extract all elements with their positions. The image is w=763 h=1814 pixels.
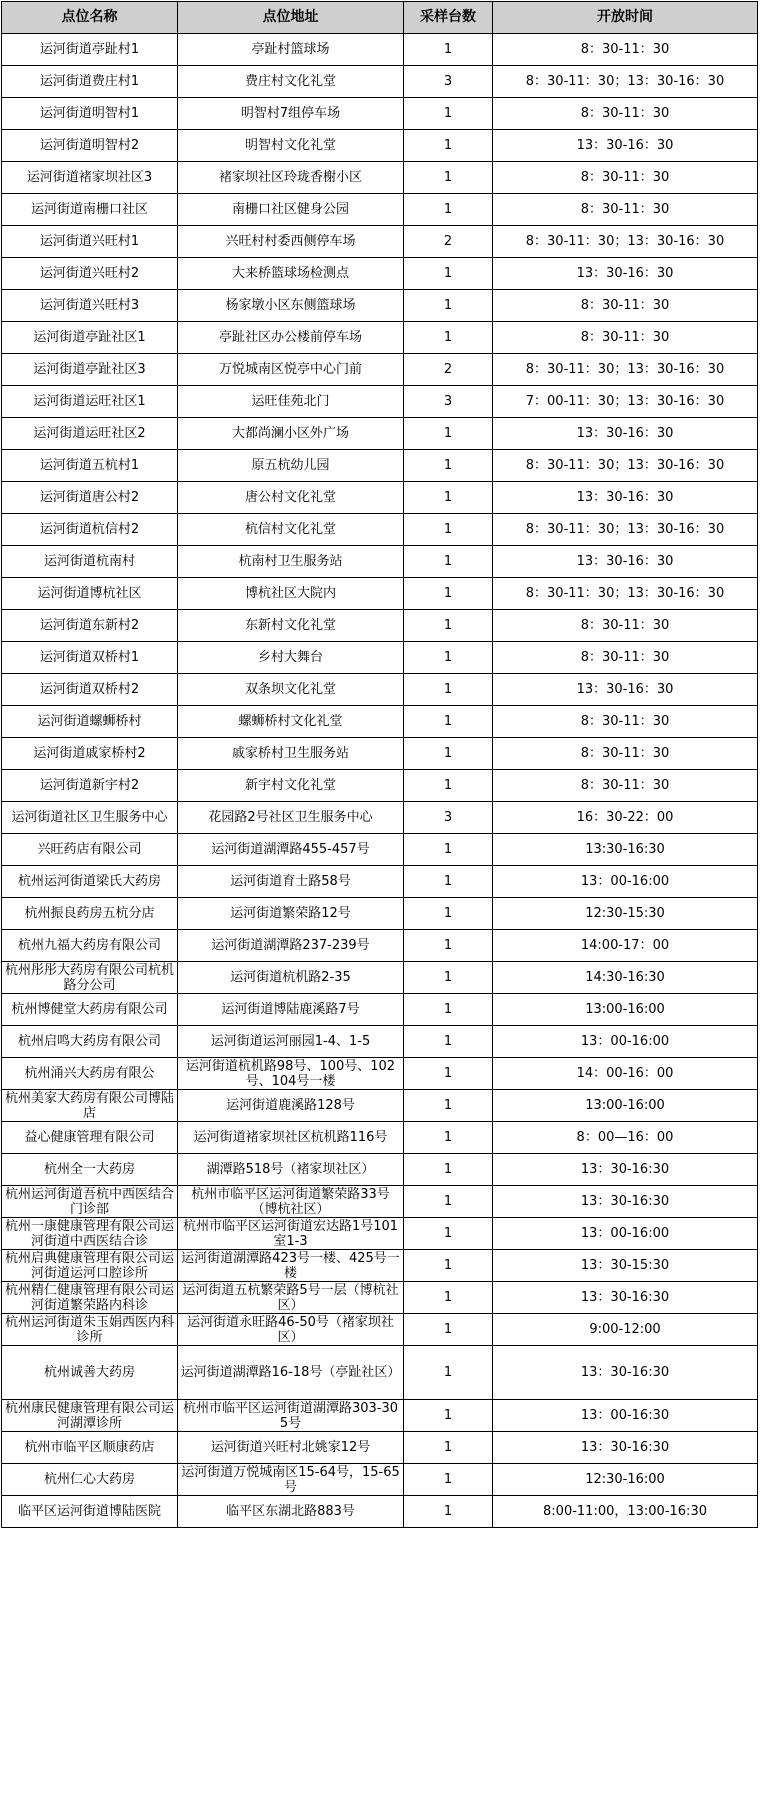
table-row bbox=[2, 1218, 758, 1250]
site-name-cell: 运河街道兴旺村3 bbox=[2, 290, 178, 322]
site-address-cell: 明智村7组停车场 bbox=[178, 98, 404, 130]
opening-hours-cell: 16：30-22：00 bbox=[493, 802, 758, 834]
opening-hours-cell: 8：30-11：30；13：30-16：30 bbox=[493, 354, 758, 386]
table-row bbox=[2, 994, 758, 1026]
site-address-cell: 运河街道博陆鹿溪路7号 bbox=[178, 994, 404, 1026]
opening-hours-cell: 8：30-11：30；13：30-16：30 bbox=[493, 450, 758, 482]
table-row bbox=[2, 418, 758, 450]
site-name-cell: 运河街道明智村2 bbox=[2, 130, 178, 162]
opening-hours-cell: 13：00-16:00 bbox=[493, 1026, 758, 1058]
opening-hours-cell: 14:30-16:30 bbox=[493, 962, 758, 994]
sampling-sites-table bbox=[1, 1, 758, 1528]
site-name-cell: 益心健康管理有限公司 bbox=[2, 1122, 178, 1154]
site-name-cell: 临平区运河街道博陆医院 bbox=[2, 1496, 178, 1528]
site-address-cell: 大都尚澜小区外广场 bbox=[178, 418, 404, 450]
site-name-cell: 杭州仁心大药房 bbox=[2, 1464, 178, 1496]
opening-hours-cell: 8：30-11：30 bbox=[493, 642, 758, 674]
table-row bbox=[2, 706, 758, 738]
table-row bbox=[2, 738, 758, 770]
sampler-count-cell: 3 bbox=[404, 66, 493, 98]
opening-hours-cell: 13：30-15:30 bbox=[493, 1250, 758, 1282]
sampler-count-cell: 1 bbox=[404, 866, 493, 898]
site-address-cell: 唐公村文化礼堂 bbox=[178, 482, 404, 514]
table-row bbox=[2, 866, 758, 898]
table-row bbox=[2, 1250, 758, 1282]
header-opening-hours: 开放时间 bbox=[493, 2, 758, 34]
sampler-count-cell: 1 bbox=[404, 930, 493, 962]
sampler-count-cell: 1 bbox=[404, 1058, 493, 1090]
table-row bbox=[2, 578, 758, 610]
site-address-cell: 运河街道褚家坝社区杭机路116号 bbox=[178, 1122, 404, 1154]
site-name-cell: 运河街道南栅口社区 bbox=[2, 194, 178, 226]
table-row bbox=[2, 290, 758, 322]
table-row bbox=[2, 1090, 758, 1122]
site-name-cell: 杭州运河街道吾杭中西医结合门诊部 bbox=[2, 1186, 178, 1218]
table-row bbox=[2, 1314, 758, 1346]
site-name-cell: 运河街道亭趾村1 bbox=[2, 34, 178, 66]
table-row bbox=[2, 1186, 758, 1218]
table-row bbox=[2, 1464, 758, 1496]
table-row bbox=[2, 1026, 758, 1058]
table-row bbox=[2, 898, 758, 930]
opening-hours-cell: 8：00—16：00 bbox=[493, 1122, 758, 1154]
site-name-cell: 运河街道运旺社区2 bbox=[2, 418, 178, 450]
site-address-cell: 杭州市临平区运河街道湖潭路303-305号 bbox=[178, 1400, 404, 1432]
opening-hours-cell: 13：00-16:00 bbox=[493, 1218, 758, 1250]
site-address-cell: 杭南村卫生服务站 bbox=[178, 546, 404, 578]
table-body bbox=[2, 34, 758, 1528]
site-address-cell: 亭趾社区办公楼前停车场 bbox=[178, 322, 404, 354]
site-name-cell: 杭州彤彤大药房有限公司杭机路分公司 bbox=[2, 962, 178, 994]
sampler-count-cell: 1 bbox=[404, 322, 493, 354]
site-address-cell: 亭趾村篮球场 bbox=[178, 34, 404, 66]
opening-hours-cell: 13：30-16:30 bbox=[493, 1282, 758, 1314]
opening-hours-cell: 14:00-17：00 bbox=[493, 930, 758, 962]
sampler-count-cell: 1 bbox=[404, 514, 493, 546]
site-name-cell: 运河街道兴旺村2 bbox=[2, 258, 178, 290]
site-name-cell: 杭州运河街道梁氏大药房 bbox=[2, 866, 178, 898]
table-row bbox=[2, 354, 758, 386]
sampler-count-cell: 1 bbox=[404, 994, 493, 1026]
opening-hours-cell: 13:00-16:00 bbox=[493, 1090, 758, 1122]
site-address-cell: 双条坝文化礼堂 bbox=[178, 674, 404, 706]
site-address-cell: 运河街道湖潭路423号一楼、425号一楼 bbox=[178, 1250, 404, 1282]
sampler-count-cell: 1 bbox=[404, 1464, 493, 1496]
sampler-count-cell: 3 bbox=[404, 802, 493, 834]
table-row bbox=[2, 1058, 758, 1090]
site-address-cell: 兴旺村村委西侧停车场 bbox=[178, 226, 404, 258]
site-address-cell: 螺蛳桥村文化礼堂 bbox=[178, 706, 404, 738]
site-address-cell: 费庄村文化礼堂 bbox=[178, 66, 404, 98]
sampler-count-cell: 1 bbox=[404, 1186, 493, 1218]
sampler-count-cell: 1 bbox=[404, 546, 493, 578]
site-address-cell: 大来桥篮球场检测点 bbox=[178, 258, 404, 290]
opening-hours-cell: 9:00-12:00 bbox=[493, 1314, 758, 1346]
opening-hours-cell: 13：30-16:30 bbox=[493, 1346, 758, 1400]
site-address-cell: 运河街道育士路58号 bbox=[178, 866, 404, 898]
site-address-cell: 运河街道繁荣路12号 bbox=[178, 898, 404, 930]
opening-hours-cell: 7：00-11：30；13：30-16：30 bbox=[493, 386, 758, 418]
site-address-cell: 杭信村文化礼堂 bbox=[178, 514, 404, 546]
table-row bbox=[2, 162, 758, 194]
table-row bbox=[2, 962, 758, 994]
header-row bbox=[2, 2, 758, 34]
site-name-cell: 运河街道唐公村2 bbox=[2, 482, 178, 514]
header-site-name: 点位名称 bbox=[2, 2, 178, 34]
site-name-cell: 杭州精仁健康管理有限公司运河街道繁荣路内科诊 bbox=[2, 1282, 178, 1314]
site-name-cell: 运河街道兴旺村1 bbox=[2, 226, 178, 258]
site-address-cell: 新宇村文化礼堂 bbox=[178, 770, 404, 802]
sampler-count-cell: 1 bbox=[404, 162, 493, 194]
opening-hours-cell: 8：30-11：30 bbox=[493, 610, 758, 642]
site-name-cell: 运河街道费庄村1 bbox=[2, 66, 178, 98]
opening-hours-cell: 13：30-16:30 bbox=[493, 1432, 758, 1464]
site-name-cell: 杭州涌兴大药房有限公 bbox=[2, 1058, 178, 1090]
opening-hours-cell: 13：00-16:30 bbox=[493, 1400, 758, 1432]
opening-hours-cell: 8：30-11：30 bbox=[493, 706, 758, 738]
table-row bbox=[2, 1432, 758, 1464]
opening-hours-cell: 8：30-11：30 bbox=[493, 738, 758, 770]
sampler-count-cell: 1 bbox=[404, 130, 493, 162]
sampler-count-cell: 1 bbox=[404, 962, 493, 994]
site-address-cell: 运河街道运河丽园1-4、1-5 bbox=[178, 1026, 404, 1058]
opening-hours-cell: 13:30-16:30 bbox=[493, 834, 758, 866]
opening-hours-cell: 13:00-16:00 bbox=[493, 994, 758, 1026]
site-name-cell: 兴旺药店有限公司 bbox=[2, 834, 178, 866]
opening-hours-cell: 13：30-16：30 bbox=[493, 258, 758, 290]
sampler-count-cell: 1 bbox=[404, 770, 493, 802]
sampler-count-cell: 1 bbox=[404, 194, 493, 226]
header-site-address: 点位地址 bbox=[178, 2, 404, 34]
table-row bbox=[2, 610, 758, 642]
table-row bbox=[2, 66, 758, 98]
sampler-count-cell: 1 bbox=[404, 1218, 493, 1250]
site-address-cell: 东新村文化礼堂 bbox=[178, 610, 404, 642]
site-address-cell: 杨家墩小区东侧篮球场 bbox=[178, 290, 404, 322]
site-address-cell: 运河街道湖潭路237-239号 bbox=[178, 930, 404, 962]
opening-hours-cell: 13：30-16:30 bbox=[493, 1186, 758, 1218]
opening-hours-cell: 13：30-16：30 bbox=[493, 482, 758, 514]
opening-hours-cell: 8：30-11：30 bbox=[493, 290, 758, 322]
sampler-count-cell: 2 bbox=[404, 226, 493, 258]
site-address-cell: 运河街道万悦城南区15-64号，15-65号 bbox=[178, 1464, 404, 1496]
site-name-cell: 杭州运河街道朱玉娟西医内科诊所 bbox=[2, 1314, 178, 1346]
table-row bbox=[2, 34, 758, 66]
table-row bbox=[2, 226, 758, 258]
table-row bbox=[2, 514, 758, 546]
sampler-count-cell: 1 bbox=[404, 610, 493, 642]
sampler-count-cell: 1 bbox=[404, 834, 493, 866]
sampler-count-cell: 1 bbox=[404, 1154, 493, 1186]
site-name-cell: 运河街道东新村2 bbox=[2, 610, 178, 642]
table-row bbox=[2, 1154, 758, 1186]
sampler-count-cell: 1 bbox=[404, 578, 493, 610]
site-name-cell: 杭州全一大药房 bbox=[2, 1154, 178, 1186]
table-row bbox=[2, 1496, 758, 1528]
site-name-cell: 运河街道戚家桥村2 bbox=[2, 738, 178, 770]
sampler-count-cell: 1 bbox=[404, 1282, 493, 1314]
opening-hours-cell: 8：30-11：30；13：30-16：30 bbox=[493, 514, 758, 546]
site-name-cell: 运河街道双桥村2 bbox=[2, 674, 178, 706]
sampler-count-cell: 2 bbox=[404, 354, 493, 386]
sampler-count-cell: 1 bbox=[404, 98, 493, 130]
sampler-count-cell: 1 bbox=[404, 1314, 493, 1346]
site-address-cell: 褚家坝社区玲珑香榭小区 bbox=[178, 162, 404, 194]
header-sampler-count: 采样台数 bbox=[404, 2, 493, 34]
site-address-cell: 运河街道杭机路2-35 bbox=[178, 962, 404, 994]
sampler-count-cell: 1 bbox=[404, 450, 493, 482]
table-row bbox=[2, 98, 758, 130]
site-name-cell: 杭州博健堂大药房有限公司 bbox=[2, 994, 178, 1026]
site-name-cell: 杭州康民健康管理有限公司运河湖潭诊所 bbox=[2, 1400, 178, 1432]
opening-hours-cell: 8：30-11：30；13：30-16：30 bbox=[493, 66, 758, 98]
table-row bbox=[2, 834, 758, 866]
opening-hours-cell: 8：30-11：30；13：30-16：30 bbox=[493, 226, 758, 258]
table-row bbox=[2, 482, 758, 514]
site-address-cell: 乡村大舞台 bbox=[178, 642, 404, 674]
sampler-count-cell: 1 bbox=[404, 706, 493, 738]
sampler-count-cell: 1 bbox=[404, 418, 493, 450]
site-name-cell: 运河街道双桥村1 bbox=[2, 642, 178, 674]
site-address-cell: 运旺佳苑北门 bbox=[178, 386, 404, 418]
opening-hours-cell: 8：30-11：30 bbox=[493, 770, 758, 802]
site-address-cell: 博杭社区大院内 bbox=[178, 578, 404, 610]
site-name-cell: 运河街道社区卫生服务中心 bbox=[2, 802, 178, 834]
table-row bbox=[2, 930, 758, 962]
site-address-cell: 运河街道鹿溪路128号 bbox=[178, 1090, 404, 1122]
table-row bbox=[2, 130, 758, 162]
opening-hours-cell: 8：30-11：30 bbox=[493, 322, 758, 354]
site-address-cell: 运河街道杭机路98号、100号、102号、104号一楼 bbox=[178, 1058, 404, 1090]
site-address-cell: 杭州市临平区运河街道宏达路1号101室1-3 bbox=[178, 1218, 404, 1250]
site-name-cell: 运河街道五杭村1 bbox=[2, 450, 178, 482]
site-address-cell: 明智村文化礼堂 bbox=[178, 130, 404, 162]
site-name-cell: 杭州美家大药房有限公司博陆店 bbox=[2, 1090, 178, 1122]
table-row bbox=[2, 258, 758, 290]
site-address-cell: 南栅口社区健身公园 bbox=[178, 194, 404, 226]
site-address-cell: 临平区东湖北路883号 bbox=[178, 1496, 404, 1528]
sampler-count-cell: 1 bbox=[404, 1122, 493, 1154]
table-row bbox=[2, 546, 758, 578]
table-row bbox=[2, 322, 758, 354]
site-name-cell: 运河街道博杭社区 bbox=[2, 578, 178, 610]
table-row bbox=[2, 674, 758, 706]
site-address-cell: 运河街道湖潭路16-18号（亭趾社区） bbox=[178, 1346, 404, 1400]
sampler-count-cell: 1 bbox=[404, 674, 493, 706]
opening-hours-cell: 12:30-16:00 bbox=[493, 1464, 758, 1496]
site-name-cell: 运河街道亭趾社区3 bbox=[2, 354, 178, 386]
site-name-cell: 杭州启典健康管理有限公司运河街道运河口腔诊所 bbox=[2, 1250, 178, 1282]
sampler-count-cell: 1 bbox=[404, 1250, 493, 1282]
table-row bbox=[2, 1400, 758, 1432]
sampler-count-cell: 1 bbox=[404, 1400, 493, 1432]
site-name-cell: 运河街道新宇村2 bbox=[2, 770, 178, 802]
site-address-cell: 花园路2号社区卫生服务中心 bbox=[178, 802, 404, 834]
opening-hours-cell: 8:00-11:00，13:00-16:30 bbox=[493, 1496, 758, 1528]
table-row bbox=[2, 386, 758, 418]
opening-hours-cell: 13：30-16:30 bbox=[493, 1154, 758, 1186]
table-row bbox=[2, 642, 758, 674]
sampler-count-cell: 1 bbox=[404, 290, 493, 322]
site-address-cell: 万悦城南区悦亭中心门前 bbox=[178, 354, 404, 386]
site-name-cell: 杭州振良药房五杭分店 bbox=[2, 898, 178, 930]
opening-hours-cell: 12:30-15:30 bbox=[493, 898, 758, 930]
table-row bbox=[2, 1282, 758, 1314]
sampler-count-cell: 1 bbox=[404, 1346, 493, 1400]
site-name-cell: 运河街道亭趾社区1 bbox=[2, 322, 178, 354]
site-name-cell: 杭州市临平区顺康药店 bbox=[2, 1432, 178, 1464]
sampler-count-cell: 1 bbox=[404, 1090, 493, 1122]
opening-hours-cell: 13：30-16：30 bbox=[493, 674, 758, 706]
opening-hours-cell: 14：00-16：00 bbox=[493, 1058, 758, 1090]
sampler-count-cell: 1 bbox=[404, 1496, 493, 1528]
table-row bbox=[2, 194, 758, 226]
opening-hours-cell: 8：30-11：30 bbox=[493, 162, 758, 194]
site-address-cell: 运河街道永旺路46-50号（褚家坝社区） bbox=[178, 1314, 404, 1346]
site-name-cell: 杭州九福大药房有限公司 bbox=[2, 930, 178, 962]
site-address-cell: 运河街道兴旺村北姚家12号 bbox=[178, 1432, 404, 1464]
site-name-cell: 杭州一康健康管理有限公司运河街道中西医结合诊 bbox=[2, 1218, 178, 1250]
sampler-count-cell: 1 bbox=[404, 642, 493, 674]
site-name-cell: 运河街道明智村1 bbox=[2, 98, 178, 130]
opening-hours-cell: 8：30-11：30 bbox=[493, 194, 758, 226]
site-name-cell: 运河街道褚家坝社区3 bbox=[2, 162, 178, 194]
site-name-cell: 运河街道运旺社区1 bbox=[2, 386, 178, 418]
site-address-cell: 运河街道湖潭路455-457号 bbox=[178, 834, 404, 866]
table-row bbox=[2, 1346, 758, 1400]
sampler-count-cell: 1 bbox=[404, 258, 493, 290]
sampler-count-cell: 1 bbox=[404, 482, 493, 514]
table-row bbox=[2, 1122, 758, 1154]
sampler-count-cell: 1 bbox=[404, 898, 493, 930]
opening-hours-cell: 8：30-11：30 bbox=[493, 98, 758, 130]
opening-hours-cell: 13：30-16：30 bbox=[493, 130, 758, 162]
site-address-cell: 戚家桥村卫生服务站 bbox=[178, 738, 404, 770]
table-row bbox=[2, 802, 758, 834]
site-name-cell: 运河街道螺蛳桥村 bbox=[2, 706, 178, 738]
opening-hours-cell: 13：30-16：30 bbox=[493, 546, 758, 578]
site-name-cell: 运河街道杭信村2 bbox=[2, 514, 178, 546]
opening-hours-cell: 13：30-16：30 bbox=[493, 418, 758, 450]
site-address-cell: 杭州市临平区运河街道繁荣路33号（博杭社区） bbox=[178, 1186, 404, 1218]
site-name-cell: 运河街道杭南村 bbox=[2, 546, 178, 578]
table-row bbox=[2, 450, 758, 482]
sampler-count-cell: 1 bbox=[404, 738, 493, 770]
site-name-cell: 杭州诚善大药房 bbox=[2, 1346, 178, 1400]
sampler-count-cell: 1 bbox=[404, 34, 493, 66]
sampler-count-cell: 1 bbox=[404, 1026, 493, 1058]
table-row bbox=[2, 770, 758, 802]
opening-hours-cell: 8：30-11：30；13：30-16：30 bbox=[493, 578, 758, 610]
site-address-cell: 湖潭路518号（褚家坝社区） bbox=[178, 1154, 404, 1186]
site-address-cell: 原五杭幼儿园 bbox=[178, 450, 404, 482]
sampler-count-cell: 3 bbox=[404, 386, 493, 418]
site-address-cell: 运河街道五杭繁荣路5号一层（博杭社区） bbox=[178, 1282, 404, 1314]
opening-hours-cell: 8：30-11：30 bbox=[493, 34, 758, 66]
sampler-count-cell: 1 bbox=[404, 1432, 493, 1464]
opening-hours-cell: 13：00-16:00 bbox=[493, 866, 758, 898]
site-name-cell: 杭州启鸣大药房有限公司 bbox=[2, 1026, 178, 1058]
